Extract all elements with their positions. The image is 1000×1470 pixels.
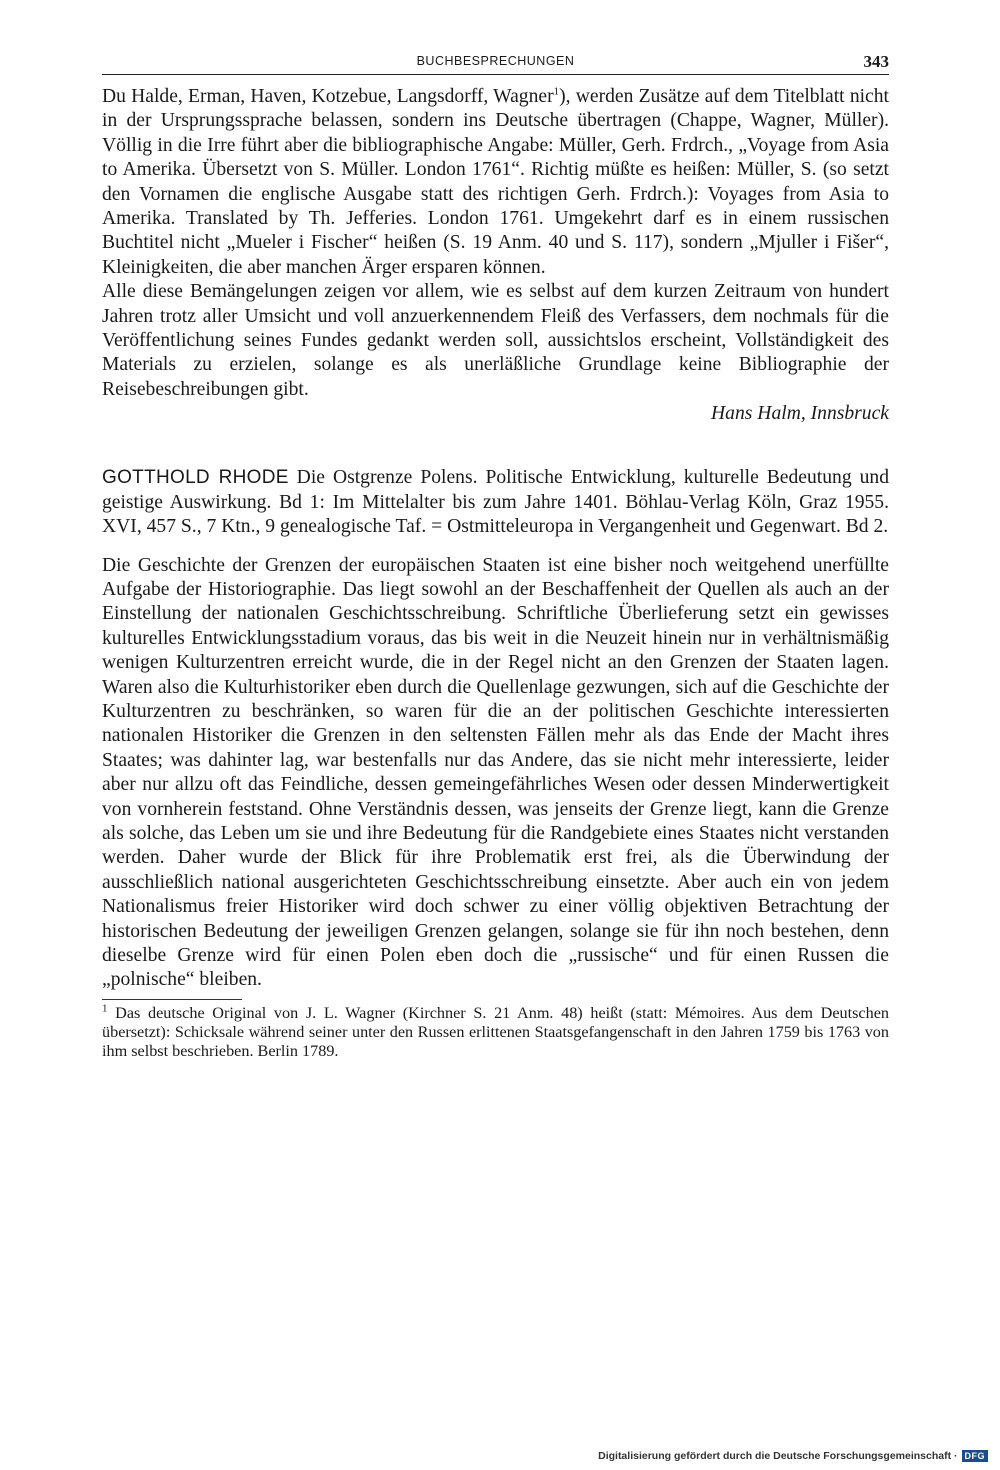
running-title: BUCHBESPRECHUNGEN <box>416 54 575 68</box>
credit-text: Digitalisierung gefördert durch die Deutsche Forschungsgemeinschaft · <box>598 1450 958 1462</box>
footnote-reference: 1 <box>553 85 560 98</box>
review-body <box>102 554 889 993</box>
paragraph <box>102 85 889 280</box>
book-author: GOTTHOLD RHODE <box>102 467 289 489</box>
reviewer-signature: Hans Halm, Innsbruck <box>711 403 889 425</box>
page-number: 343 <box>863 52 889 71</box>
dfg-logo: DFG <box>962 1450 989 1462</box>
page <box>102 52 889 1061</box>
book-bibliography: Die Ostgrenze Polens. Politische Entwicklung, kulturelle Bedeutung und geistige Auswirkung. Bd 1: Im Mittelalter bis zum Jahre 1401. Böhlau-Verlag Köln, Graz 1955. XVI, 457 S., 7 Ktn., 9 genealogische Taf. = Ostmitteleuropa in Vergangenheit und Gegenwart. Bd 2. <box>102 467 889 538</box>
paragraph: Die Geschichte der Grenzen der europäischen Staaten ist eine bisher noch weitgehend unerfüllte Aufgabe der Historiographie. Das liegt sowohl an der Beschaffenheit der Quellen als auch an der Einstellung der nationalen Geschichtsschreibung. Schriftliche Überlieferung setzt ein gewisses kulturelles Entwicklungsstadium voraus, das bis weit in die Neuzeit hinein nur in verhältnismäßig wenigen Kulturzentren erreicht wurde, die in der Regel nicht an den Grenzen der Staaten lagen. Waren also die Kulturhistoriker eben durch die Quellenlage gezwungen, sich auf die Geschichte der Kulturzentren zu beschränken, so waren für die an der politischen Geschichte interessierten nationalen Historiker die Grenzen in den seltensten Fällen mehr als das Ende der Macht ihres Staates; was dahinter lag, war bestenfalls nur das Andere, das sie nicht mehr interessierte, leider aber nur allzu oft das Feindliche, dessen gemeingefährliches Wesen oder dessen Minderwertigkeit von vornherein feststand. Ohne Verständnis dessen, was jenseits der Grenze liegt, kann die Grenze als solche, das Leben um sie und ihre Bedeutung für die Randgebiete eines Staates nicht verstanden werden. Daher wurde der Blick für ihre Problematik erst frei, als die Überwindung der ausschließlich national ausgerichteten Geschichtsschreibung einsetzte. Aber auch ein von jedem Nationalismus freier Historiker wird doch schwer zu einer völlig objektiven Betrachtung der historischen Bedeutung der jeweiligen Grenzen gelangen, solange sie für ihn noch bestehen, denn dieselbe Grenze wird für einen Polen eben doch die „russische“ und für einen Russen die „polnische“ bleiben. <box>102 554 889 991</box>
previous-review-text <box>102 85 889 402</box>
digitization-credit <box>598 1450 988 1462</box>
footnote <box>102 1004 889 1061</box>
footnote-divider <box>102 999 242 1000</box>
paragraph-text: Du Halde, Erman, Haven, Kotzebue, Langsdorff, Wagner <box>102 86 554 107</box>
review-bibliographic-header <box>102 466 889 539</box>
footnote-text: Das deutsche Original von J. L. Wagner (Kirchner S. 21 Anm. 48) heißt (statt: Mémoires. Aus dem Deutschen übersetzt): Schicksale während seiner unter den Russen erlittenen Staatsgefangenschaft in den Jahren 1759 bis 1763 von ihm selbst beschrieben. Berlin 1789. <box>102 1003 889 1060</box>
paragraph: Alle diese Bemängelungen zeigen vor allem, wie es selbst auf dem kurzen Zeitraum von hundert Jahren trotz aller Umsicht und voll anzuerkennendem Fleiß des Verfassers, dem nochmals für die Veröffentlichung seines Fundes gedankt werden soll, aussichtslos erscheint, Vollständigkeit des Materials zu erzielen, solange es als unerläßliche Grundlage keine Bibliographie der Reisebeschreibungen gibt. <box>102 281 889 400</box>
footnote-marker: 1 <box>102 1002 108 1015</box>
paragraph-text: ), werden Zusätze auf dem Titelblatt nicht in der Ursprungssprache belassen, sondern ins Deutsche übertragen (Chappe, Wagner, Müller). Völlig in die Irre führt aber die bibliographische Angabe: Müller, Gerh. Frdrch., „Voyage from Asia to Amerika. Übersetzt von S. Müller. London 1761“. Richtig müßte es heißen: Müller, S. (so setzt den Vornamen die englische Ausgabe statt des richtigen Gerh. Frdrch.): Voyages from Asia to Amerika. Translated by Th. Jefferies. London 1761. Umgekehrt darf es in einem russischen Buchtitel nicht „Mueler i Fischer“ heißen (S. 19 Anm. 40 und S. 117), sondern „Mjuller i Fišer“, Kleinigkeiten, die aber manchen Ärger ersparen können. <box>102 86 889 278</box>
running-head <box>102 52 889 75</box>
